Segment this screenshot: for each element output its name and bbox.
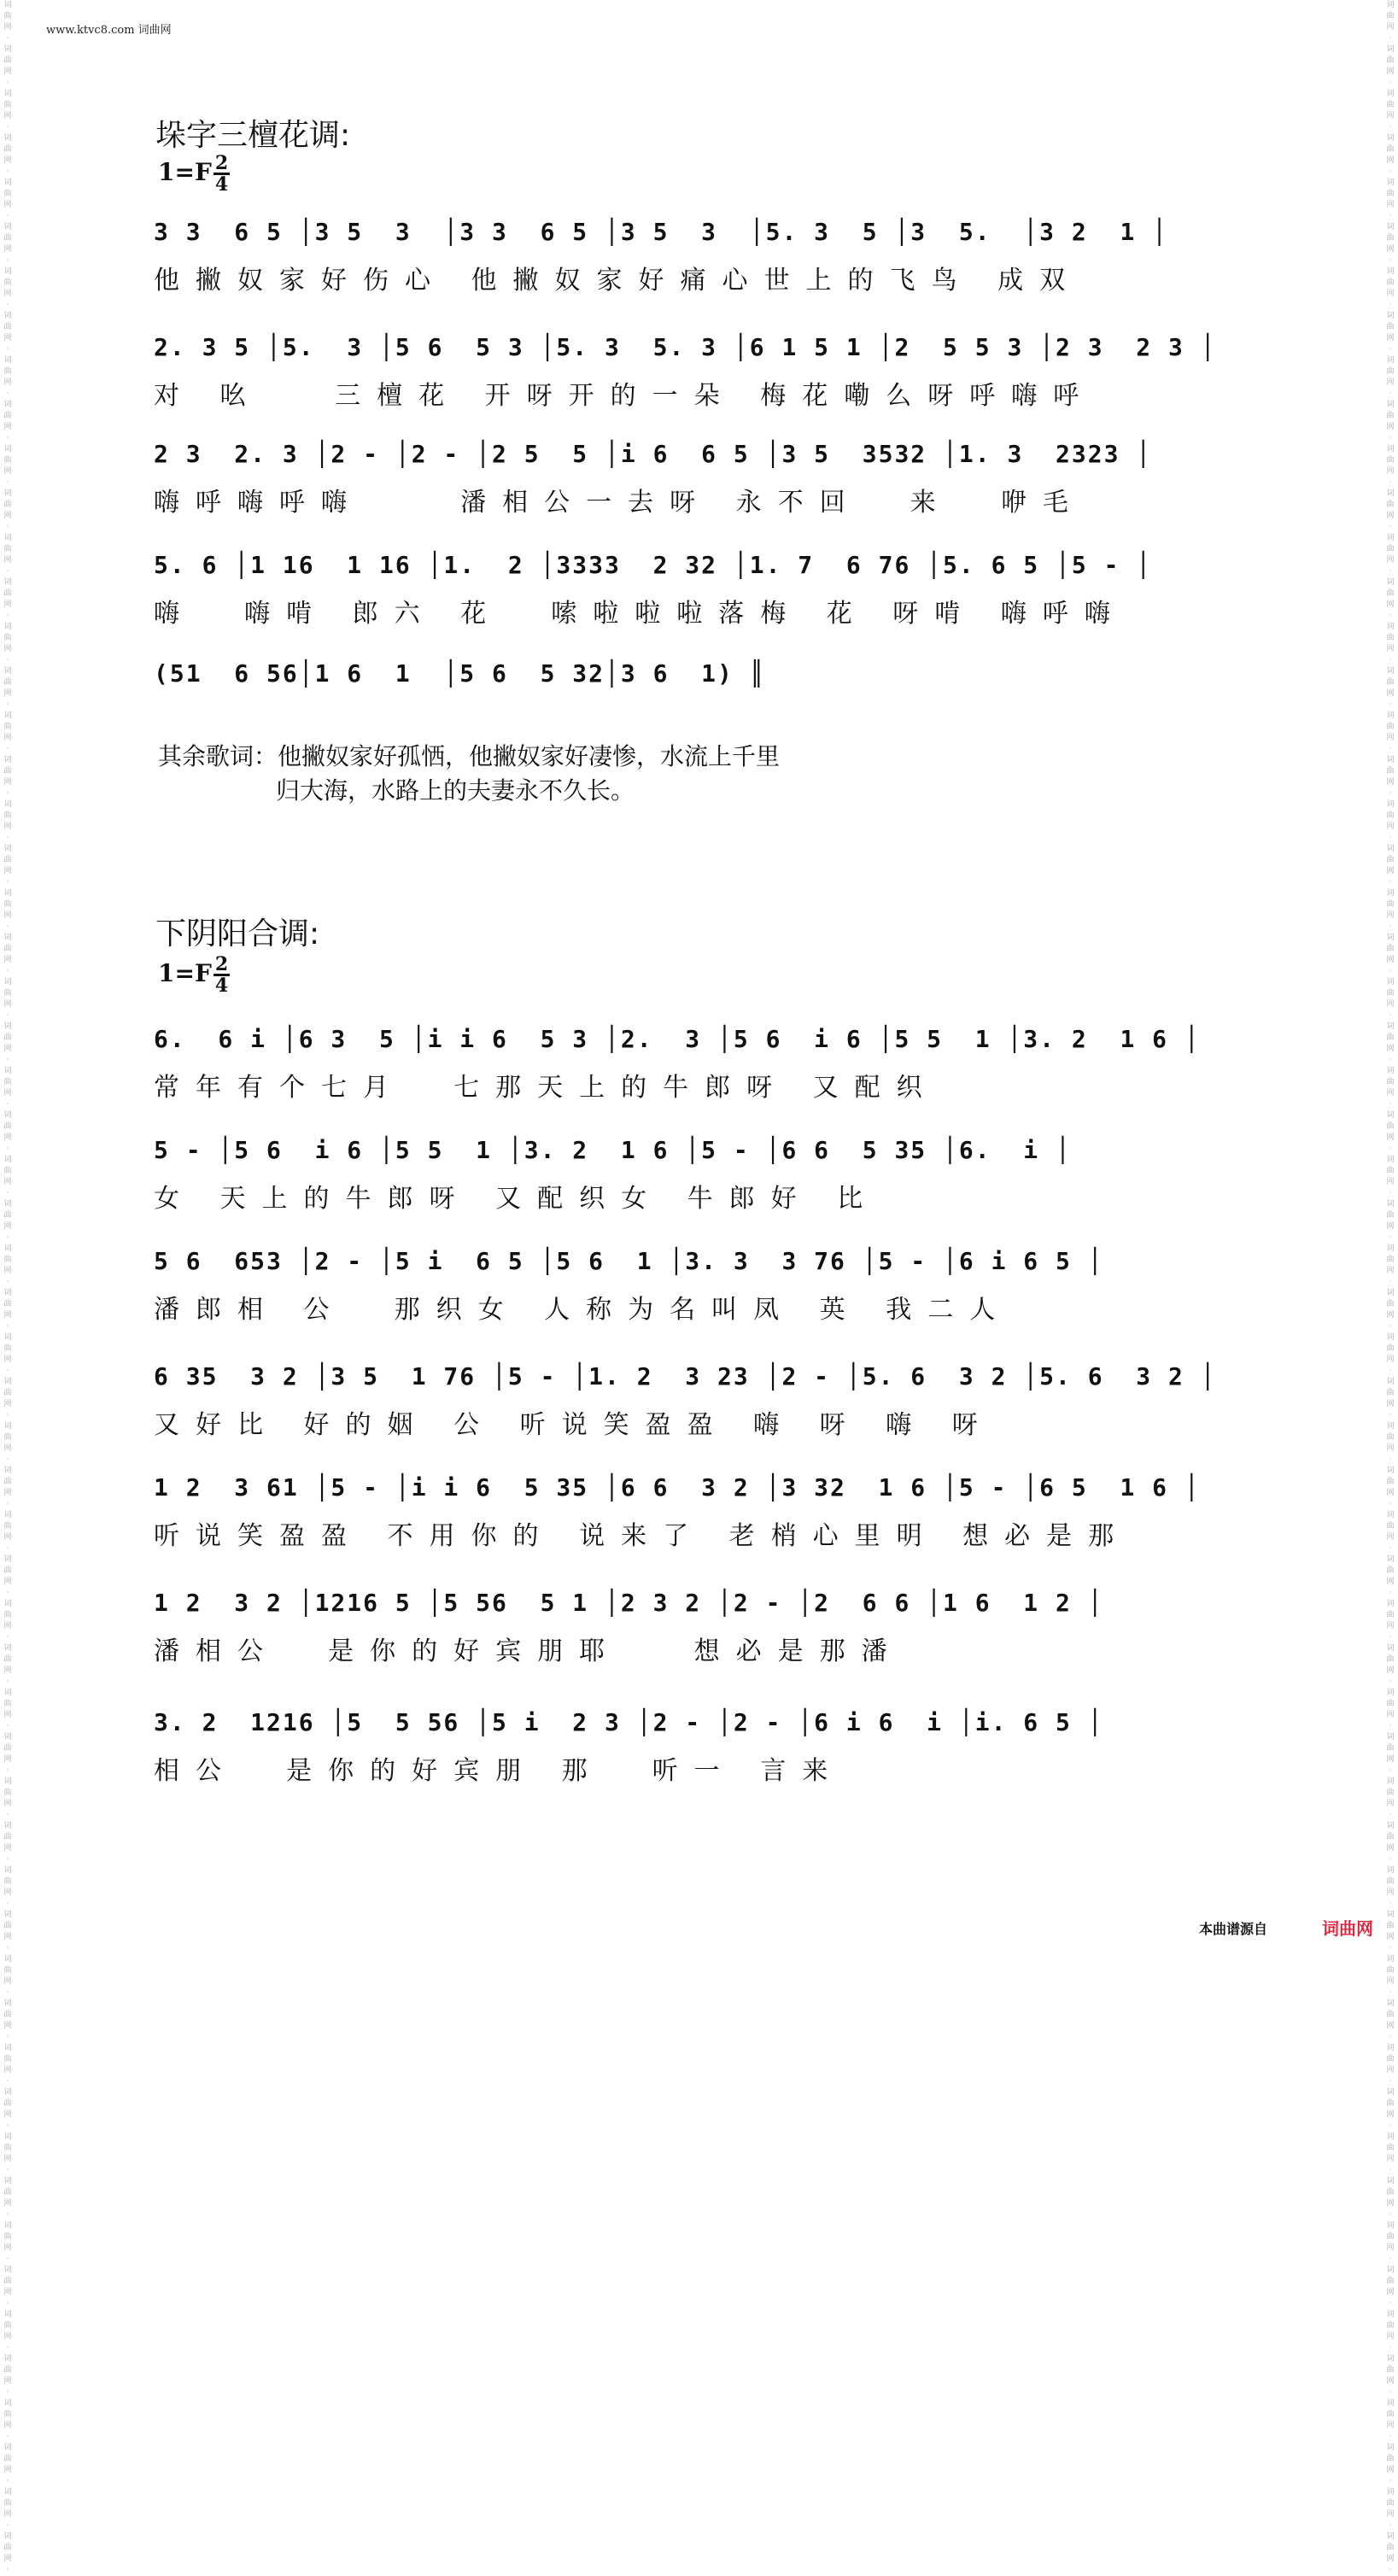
right-edge-watermark: 词 曲 网 · 词 曲 网 · 词 曲 网 · 词 曲 网 · 词 曲 网 · 词 曲 网 · 词 曲 网 · 词 曲 网 · 词 曲 网 · 词 曲 网 · 词 曲 网 · 词 曲 网 · 词 曲 网 · 词 曲 网 · 词 曲 网 · 词 曲 网 · 词 曲 网 · 词 曲 网 · 词 曲 网 · 词 曲 网 · 词 曲 网 · 词 曲 网 · 词 曲 网 · 词 曲 网 · 词 曲 网 · 词 曲 网 · 词 曲 网 · 词 曲 网 · 词 曲 网 · 词 曲 网 · 词 曲 网 · 词 曲 网 · 词 曲 网 · 词 曲 网 · 词 曲 网 · 词 曲 网 · 词 曲 网 · 词 曲 网 · 词 曲 网 · 词 曲 网 · 词 曲 网 · 词 曲 网 · 词 曲 网 · 词 曲 网 · 词 曲 网 · 词 曲 网 · 词 曲 网 · 词 曲 网 · 词 曲 网 · 词 曲 网 · 词 曲 网 · 词 曲 网 · 词 曲 网 · 词 曲 网 · 词 曲 网 · 词 曲 网 · 词 曲 网 · 词 曲 网 · bbox=[1386, 1, 1395, 2574]
notation-line: 3. 2 1216 │5 5 56 │5 i 2 3 │2 - │2 - │6 i 6 i │i. 6 5 │ bbox=[154, 1708, 1104, 1736]
lyric-line: 相公 是你的好宾朋 那 听一 言来 bbox=[154, 1756, 845, 1786]
site-url[interactable]: www.ktvc8.com 词曲网 bbox=[46, 24, 172, 37]
notation-line: 2. 3 5 │5. 3 │5 6 5 3 │5. 3 5. 3 │6 1 5 1 │2 5 5 3 │2 3 2 3 │ bbox=[154, 333, 1217, 361]
remaining-lyrics-line-2: 归大海，水路上的夫妻永不久长。 bbox=[276, 776, 635, 805]
lyric-line: 又好比 好的姻 公 听说笑盈盈 嗨 呀 嗨 呀 bbox=[154, 1410, 994, 1440]
key-label: 1=F bbox=[158, 158, 212, 186]
lyric-line: 常年有个七月 七那天上的牛郎呀 又配织 bbox=[154, 1073, 939, 1103]
time-denominator: 4 bbox=[214, 975, 229, 997]
key-signature bbox=[158, 154, 230, 194]
lyric-line: 潘相公 是你的好宾朋耶 想必是那潘 bbox=[154, 1636, 904, 1666]
notation-line: 5. 6 │1 16 1 16 │1. 2 │3333 2 32 │1. 7 6 76 │5. 6 5 │5 - │ bbox=[154, 551, 1153, 579]
remaining-lyrics bbox=[158, 740, 780, 808]
key-label: 1=F bbox=[158, 959, 212, 987]
lyric-line: 他撇奴家好伤心 他撇奴家好痛心世上的飞鸟 成双 bbox=[154, 266, 1082, 296]
key-signature bbox=[158, 955, 230, 995]
song-title: 垛字三檀花调: bbox=[155, 118, 351, 153]
lyric-line: 潘郎相 公 那织女 人称为名叫凤 英 我二人 bbox=[154, 1295, 1012, 1325]
notation-line: 1 2 3 61 │5 - │i i 6 5 35 │6 6 3 2 │3 32 1 6 │5 - │6 5 1 6 │ bbox=[154, 1473, 1201, 1502]
left-edge-watermark: 词 曲 网 · 词 曲 网 · 词 曲 网 · 词 曲 网 · 词 曲 网 · 词 曲 网 · 词 曲 网 · 词 曲 网 · 词 曲 网 · 词 曲 网 · 词 曲 网 · 词 曲 网 · 词 曲 网 · 词 曲 网 · 词 曲 网 · 词 曲 网 · 词 曲 网 · 词 曲 网 · 词 曲 网 · 词 曲 网 · 词 曲 网 · 词 曲 网 · 词 曲 网 · 词 曲 网 · 词 曲 网 · 词 曲 网 · 词 曲 网 · 词 曲 网 · 词 曲 网 · 词 曲 网 · 词 曲 网 · 词 曲 网 · 词 曲 网 · 词 曲 网 · 词 曲 网 · 词 曲 网 · 词 曲 网 · 词 曲 网 · 词 曲 网 · 词 曲 网 · 词 曲 网 · 词 曲 网 · 词 曲 网 · 词 曲 网 · 词 曲 网 · 词 曲 网 · 词 曲 网 · 词 曲 网 · 词 曲 网 · 词 曲 网 · 词 曲 网 · 词 曲 网 · 词 曲 网 · 词 曲 网 · 词 曲 网 · 词 曲 网 · 词 曲 网 · 词 曲 网 · bbox=[3, 1, 12, 2574]
notation-line: 3 3 6 5 │3 5 3 │3 3 6 5 │3 5 3 │5. 3 5 │3 5. │3 2 1 │ bbox=[154, 218, 1169, 246]
notation-line: 5 - │5 6 i 6 │5 5 1 │3. 2 1 6 │5 - │6 6 5 35 │6. i │ bbox=[154, 1136, 1072, 1164]
site-logo[interactable]: 词曲网 bbox=[1322, 1918, 1373, 1939]
lyric-line: 嗨呼嗨呼嗨 潘相公一去呀 永不回 来 咿毛 bbox=[154, 488, 1085, 518]
lyric-line: 女 天上的牛郎呀 又配织女 牛郎好 比 bbox=[154, 1184, 880, 1214]
time-denominator: 4 bbox=[214, 173, 229, 196]
notation-line: 6. 6 i │6 3 5 │i i 6 5 3 │2. 3 │5 6 i 6 │5 5 1 │3. 2 1 6 │ bbox=[154, 1025, 1201, 1053]
lyric-line: 听说笑盈盈 不用你的 说来了 老梢心里明 想必是那 bbox=[154, 1521, 1131, 1551]
notation-line: 2 3 2. 3 │2 - │2 - │2 5 5 │i 6 6 5 │3 5 3532 │1. 3 2323 │ bbox=[154, 440, 1153, 468]
time-numerator: 2 bbox=[214, 152, 229, 174]
song-title: 下阴阳合调: bbox=[155, 916, 320, 951]
remaining-lyrics-line-1: 其余歌词：他撇奴家好孤恓，他撇奴家好凄惨，水流上千里 bbox=[158, 742, 781, 770]
lyric-line: 对 吆 三檀花 开呀开的一朵 梅花嘞么呀呼嗨呼 bbox=[154, 381, 1096, 411]
notation-line: 5 6 653 │2 - │5 i 6 5 │5 6 1 │3. 3 3 76 │5 - │6 i 6 5 │ bbox=[154, 1247, 1104, 1275]
lyric-line: 嗨 嗨啃 郎六 花 嗦啦啦啦落梅 花 呀啃 嗨呼嗨 bbox=[154, 599, 1126, 629]
time-signature bbox=[214, 955, 230, 995]
time-signature bbox=[214, 154, 230, 194]
notation-line: (51 6 56│1 6 1 │5 6 5 32│3 6 1) ║ bbox=[154, 659, 766, 688]
notation-line: 6 35 3 2 │3 5 1 76 │5 - │1. 2 3 23 │2 - │5. 6 3 2 │5. 6 3 2 │ bbox=[154, 1362, 1217, 1390]
notation-line: 1 2 3 2 │1216 5 │5 56 5 1 │2 3 2 │2 - │2 6 6 │1 6 1 2 │ bbox=[154, 1589, 1104, 1617]
time-numerator: 2 bbox=[214, 953, 229, 975]
source-label: 本曲谱源自 bbox=[1199, 1921, 1268, 1937]
